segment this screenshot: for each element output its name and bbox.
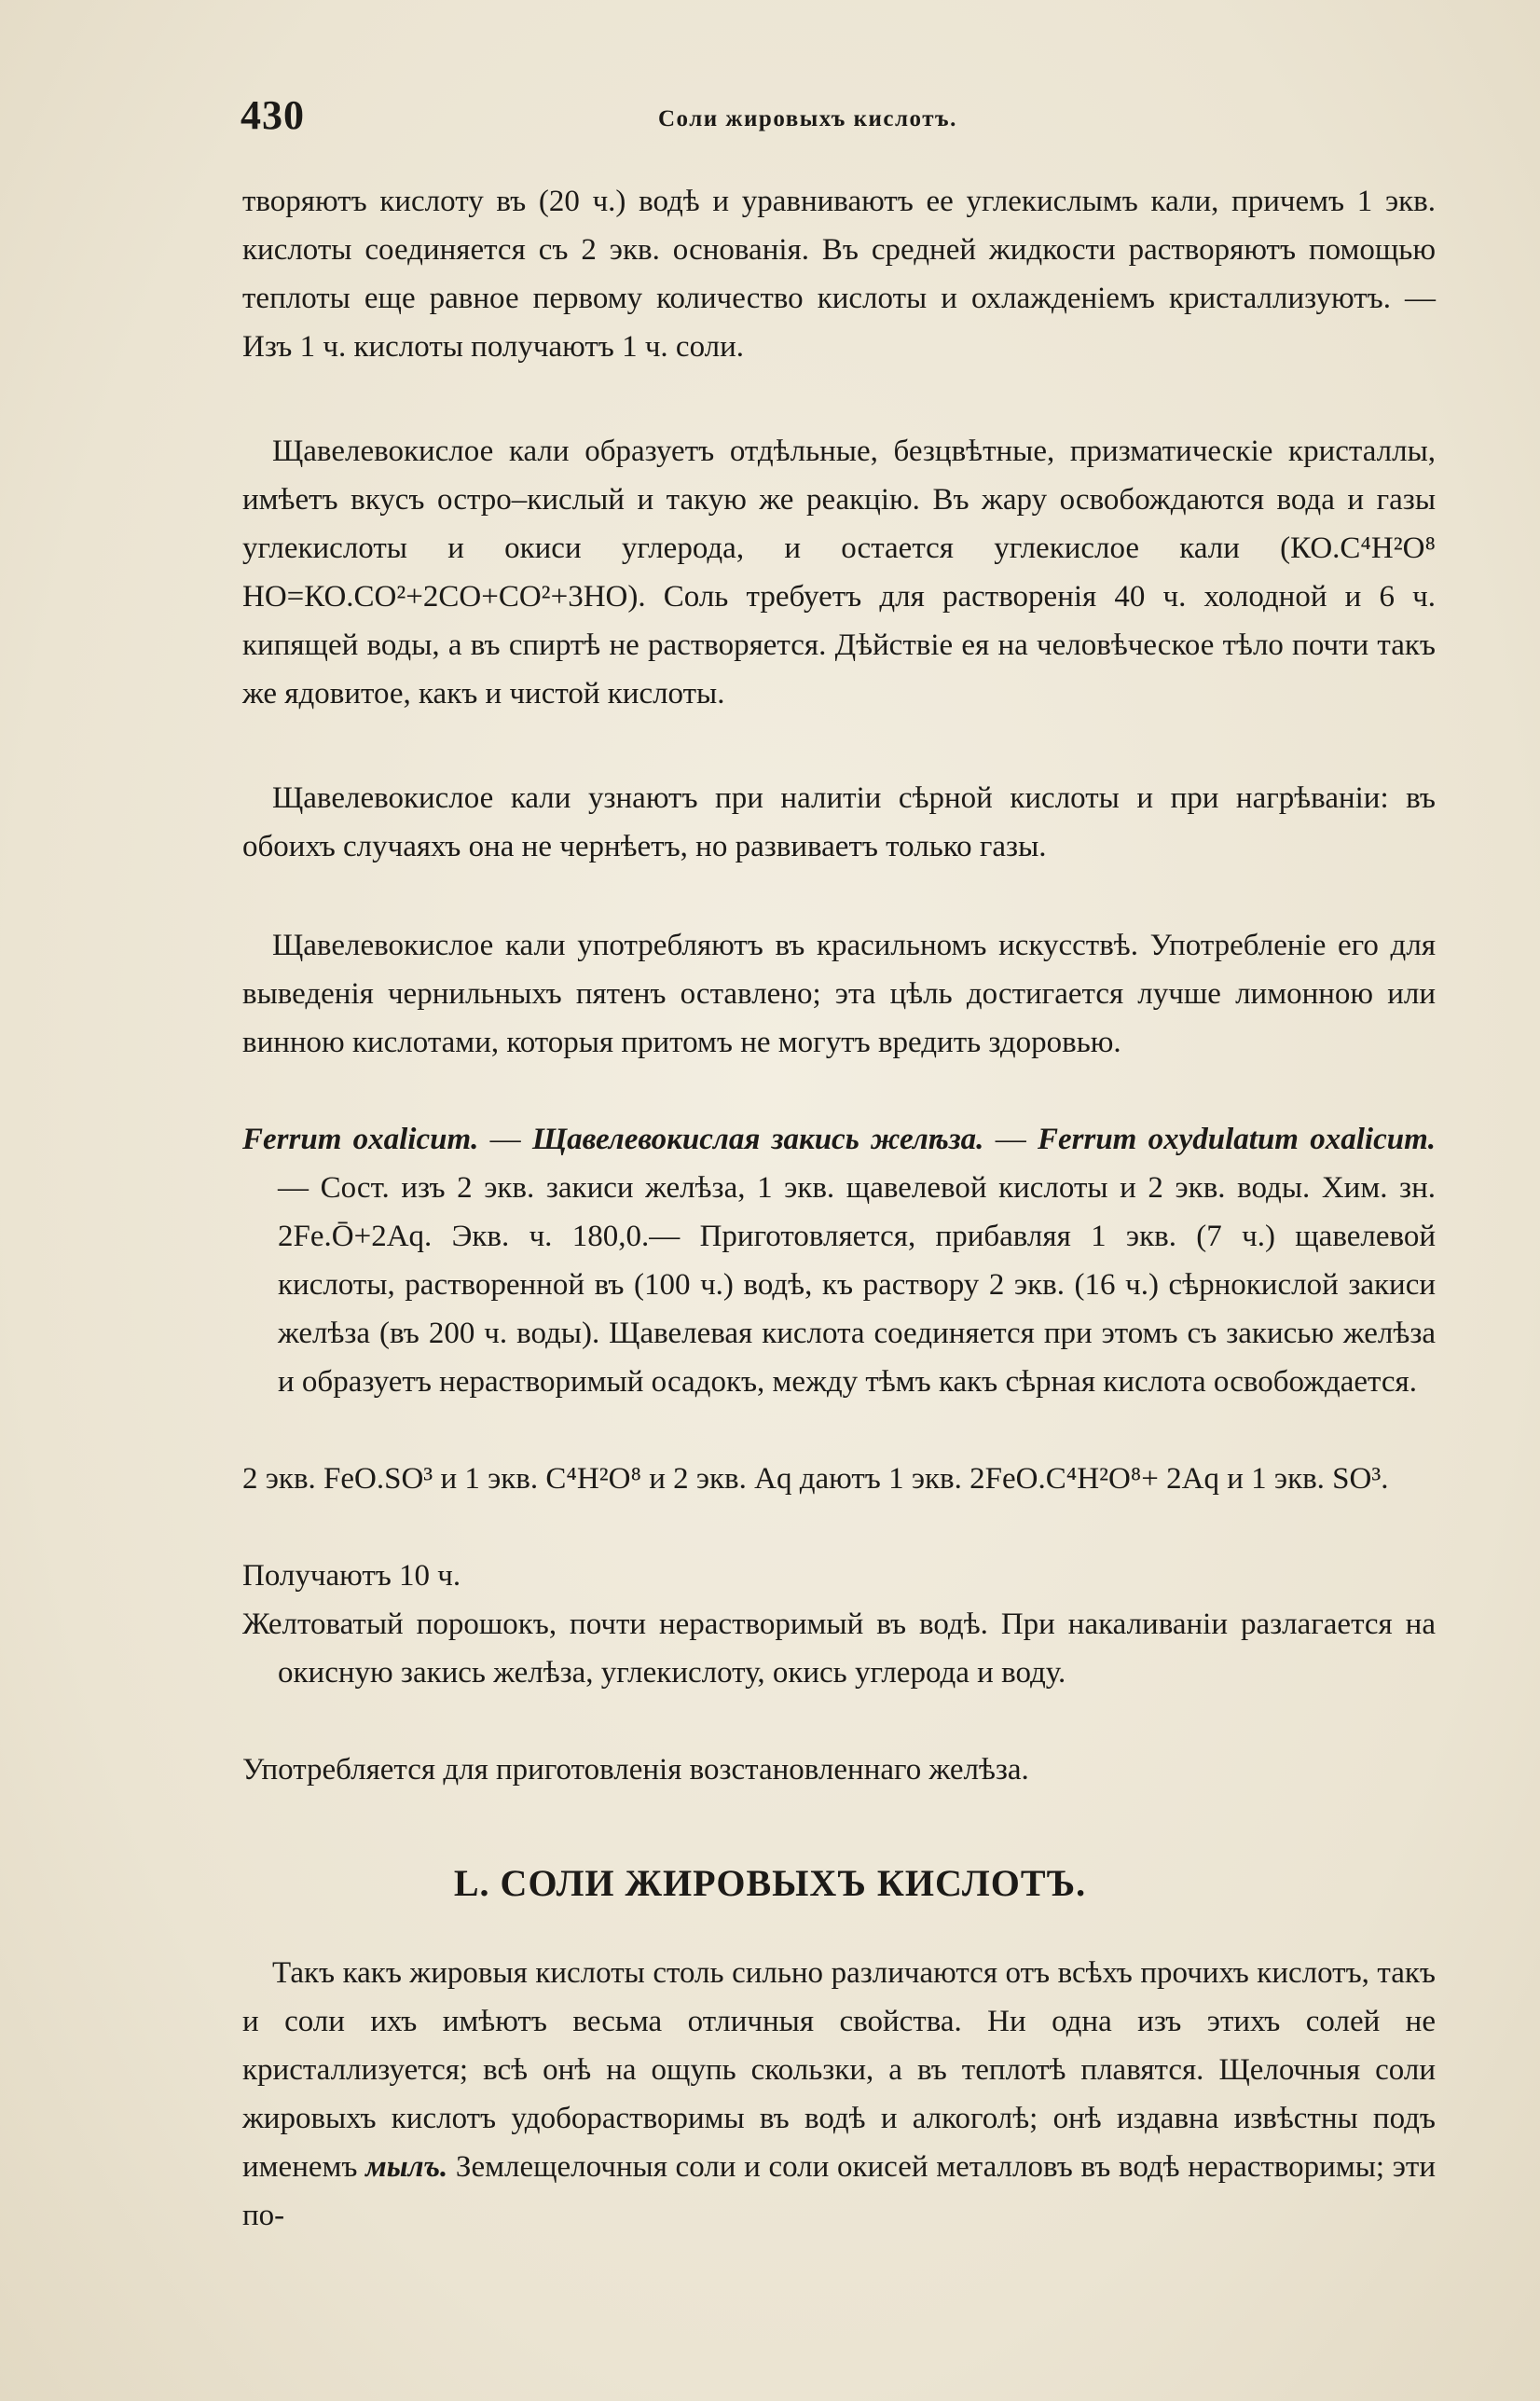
yield-line: Получаютъ 10 ч. <box>242 1559 461 1593</box>
entry-dash: — <box>478 1123 532 1156</box>
paragraph-continuation: творяютъ кислоту въ (20 ч.) водѣ и уравниваютъ ее углекислымъ кали, причемъ 1 экв. кислоты соединяется съ 2 экв. основанія. Въ средней жидкости растворяютъ помощью теплоты еще равное первому количество кислоты и охлажденіемъ кристаллизуютъ. — Изъ 1 ч. кислоты получаютъ 1 ч. соли. <box>242 185 1436 364</box>
section-heading: L. СОЛИ ЖИРОВЫХЪ КИСЛОТЪ. <box>453 1862 1087 1904</box>
paragraph-detection: Щавелевокислое кали узнаютъ при налитіи сѣрной кислоты и при нагрѣваніи: въ обоихъ случаяхъ она не чернѣетъ, но развиваетъ только газы. <box>242 781 1436 863</box>
intro-text: Такъ какъ жировыя кислоты столь сильно различаются отъ всѣхъ прочихъ кислотъ, такъ и соли ихъ имѣютъ весьма отличныя свойства. Ни одна изъ этихъ солей не кристаллизуется; всѣ онѣ на ощупь скользки, а въ теплотѣ плавятся. Щелочныя соли жировыхъ кислотъ удоборастворимы въ водѣ и алкоголѣ; онѣ издавна извѣстны подъ именемъ <box>242 1956 1436 2184</box>
paragraph-usage: Щавелевокислое кали употребляютъ въ красильномъ искусствѣ. Употребленіе его для выведенія чернильныхъ пятенъ оставлено; эта цѣль достигается лучше лимонною или винною кислотами, которыя притомъ не могутъ вредить здоровью. <box>242 929 1436 1059</box>
paragraph-properties: Щавелевокислое кали образуетъ отдѣльные, безцвѣтные, призматическіе кристаллы, имѣетъ вкусъ остро–кислый и такую же реакцію. Въ жару освобождаются вода и газы углекислоты и окиси углерода, и остается углекислое кали (КО.С⁴Н²О⁸ НО=КО.СО²+2СО+СО²+3НО). Соль требуетъ для растворенія 40 ч. холодной и 6 ч. кипящей воды, а въ спиртѣ не растворяется. Дѣйствіе ея на человѣческое тѣло почти такъ же ядовитое, какъ и чистой кислоты. <box>242 435 1436 711</box>
use-line: Употребляется для приготовленія возстановленнаго желѣза. <box>242 1753 1029 1787</box>
intro-text-continued: Землещелочныя соли и соли окисей металловъ въ водѣ нерастворимы; эти по- <box>242 2150 1436 2232</box>
section-intro <box>242 1949 1436 2240</box>
entry-dash: — <box>983 1123 1038 1156</box>
intro-term: мылъ. <box>365 2150 448 2184</box>
reaction-equation: 2 экв. FeO.SO³ и 1 экв. C⁴H²O⁸ и 2 экв. Aq даютъ 1 экв. 2FeO.C⁴H²O⁸+ 2Aq и 1 экв. SO³. <box>242 1462 1389 1496</box>
russian-name: Щавелевокислая закись желѣза. <box>531 1123 984 1156</box>
page-header <box>241 91 1443 147</box>
ferrum-entry <box>242 1115 1436 1406</box>
latin-name: Ferrum oxalicum. <box>242 1123 479 1156</box>
properties-paragraph: Желтоватый порошокъ, почти нерастворимый въ водѣ. При накаливаніи разлагается на окисную закись желѣза, углекислоту, окись углерода и воду. <box>242 1608 1436 1690</box>
running-title: Соли жировыхъ кислотъ. <box>658 106 957 131</box>
page-number: 430 <box>241 92 305 138</box>
latin-synonym: Ferrum oxydulatum oxalicum. <box>1037 1123 1437 1156</box>
composition-text: — Сост. изъ 2 экв. закиси желѣза, 1 экв. щавелевой кислоты и 2 экв. воды. Хим. зн. 2Fe.Ō+2Aq. Экв. ч. 180,0.— Приготовляется, прибавляя 1 экв. (7 ч.) щавелевой кислоты, растворенной въ (100 ч.) водѣ, къ раствору 2 экв. (16 ч.) сѣрнокислой закиси желѣза (въ 200 ч. воды). Щавелевая кислота соединяется при этомъ съ закисью желѣза и образуетъ нерастворимый осадокъ, между тѣмъ какъ сѣрная кислота освобождается. <box>278 1171 1436 1399</box>
